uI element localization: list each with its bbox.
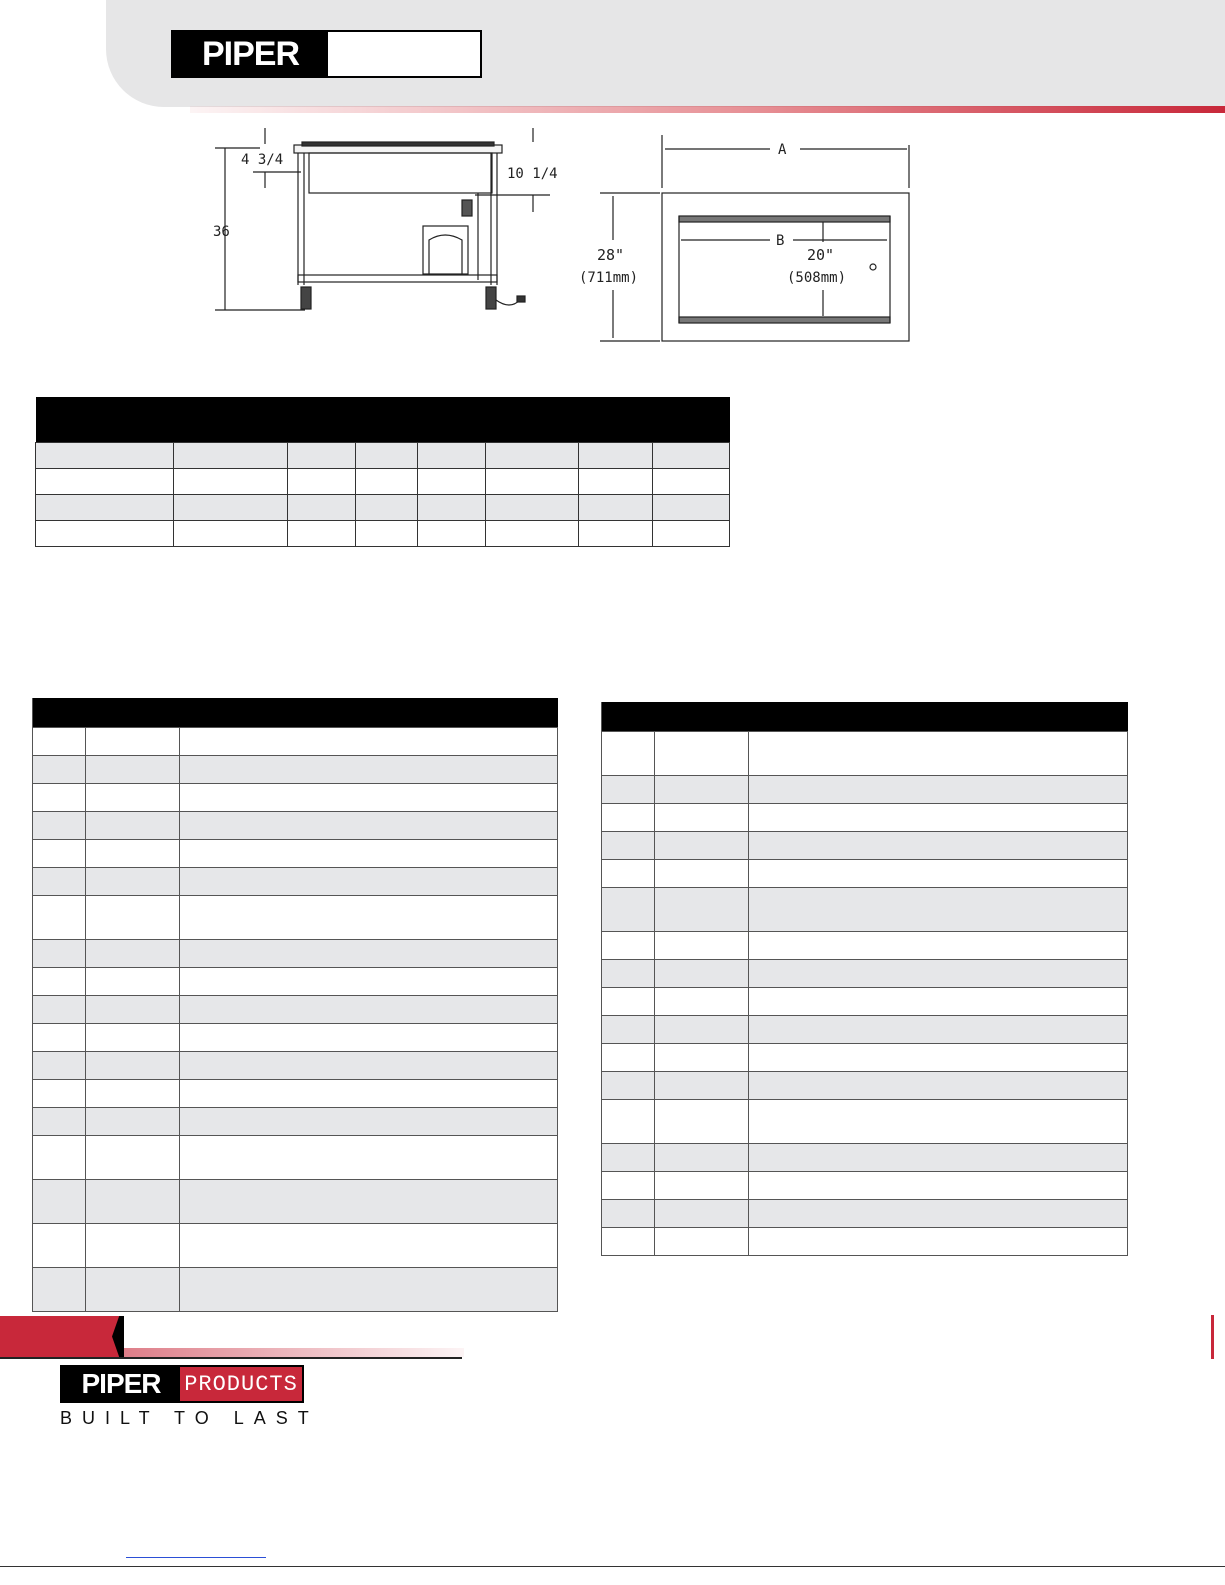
footer-logo-piper: PIPER	[62, 1367, 180, 1401]
side-elevation-drawing	[205, 120, 575, 330]
table-row	[602, 887, 1128, 931]
table-row	[602, 1143, 1128, 1171]
options-table-left	[32, 698, 558, 1312]
table-row	[33, 895, 558, 939]
table-row	[33, 995, 558, 1023]
table-row	[33, 1079, 558, 1107]
table-row	[33, 755, 558, 783]
table-row	[36, 468, 730, 494]
options-table-right-header	[602, 702, 1128, 731]
footer-divider	[0, 1357, 462, 1359]
table-row	[33, 1107, 558, 1135]
table-row	[33, 1135, 558, 1179]
table-row	[602, 1171, 1128, 1199]
table-row	[33, 839, 558, 867]
header-accent-rule	[190, 106, 1225, 113]
dim-depth-mm-label: (711mm)	[579, 270, 639, 286]
footer-link-underline[interactable]	[126, 1557, 266, 1558]
table-row	[602, 831, 1128, 859]
options-table-right	[601, 702, 1128, 1256]
table-row	[33, 811, 558, 839]
table-row	[602, 1043, 1128, 1071]
brand-logo-text: PIPER	[173, 32, 328, 76]
footer-red-tab	[0, 1316, 124, 1357]
dim-b-label: B	[776, 233, 785, 249]
footer-logo-products: PRODUCTS	[180, 1367, 302, 1401]
table-row	[602, 859, 1128, 887]
table-row	[33, 939, 558, 967]
footer-accent-fade	[124, 1348, 464, 1357]
table-row	[602, 1071, 1128, 1099]
table-row	[602, 931, 1128, 959]
dim-right-label: 10 1/4	[507, 166, 558, 182]
table-row	[33, 867, 558, 895]
table-row	[33, 967, 558, 995]
table-row	[602, 959, 1128, 987]
table-row	[33, 1051, 558, 1079]
brand-logo	[171, 30, 482, 78]
table-row	[33, 727, 558, 755]
table-row	[602, 775, 1128, 803]
dim-a-label: A	[778, 142, 787, 158]
table-row	[602, 1099, 1128, 1143]
footer-logo	[60, 1365, 304, 1403]
table-row	[602, 803, 1128, 831]
table-row	[33, 1179, 558, 1223]
specifications-table	[35, 397, 730, 547]
table-row	[602, 987, 1128, 1015]
dim-height-label: 36	[213, 224, 230, 240]
table-row	[33, 1023, 558, 1051]
table-row	[36, 494, 730, 520]
table-row	[33, 1223, 558, 1267]
table-row	[602, 731, 1128, 775]
table-row	[602, 1227, 1128, 1255]
table-row	[36, 520, 730, 546]
table-row	[33, 1267, 558, 1311]
table-row	[33, 783, 558, 811]
dim-depth-label: 28"	[597, 246, 625, 264]
options-table-left-header	[33, 698, 558, 727]
dim-top-label: 4 3/4	[241, 152, 284, 168]
dim-well-label: 20"	[807, 246, 835, 264]
spec-table-header	[36, 397, 730, 442]
dim-well-mm-label: (508mm)	[787, 270, 847, 286]
table-row	[602, 1015, 1128, 1043]
plan-view-drawing	[575, 130, 920, 350]
table-row	[36, 442, 730, 468]
page-edge-mark	[1211, 1315, 1214, 1359]
table-row	[602, 1199, 1128, 1227]
bottom-rule	[0, 1566, 1225, 1567]
footer-tagline: BUILT TO LAST	[60, 1408, 319, 1428]
